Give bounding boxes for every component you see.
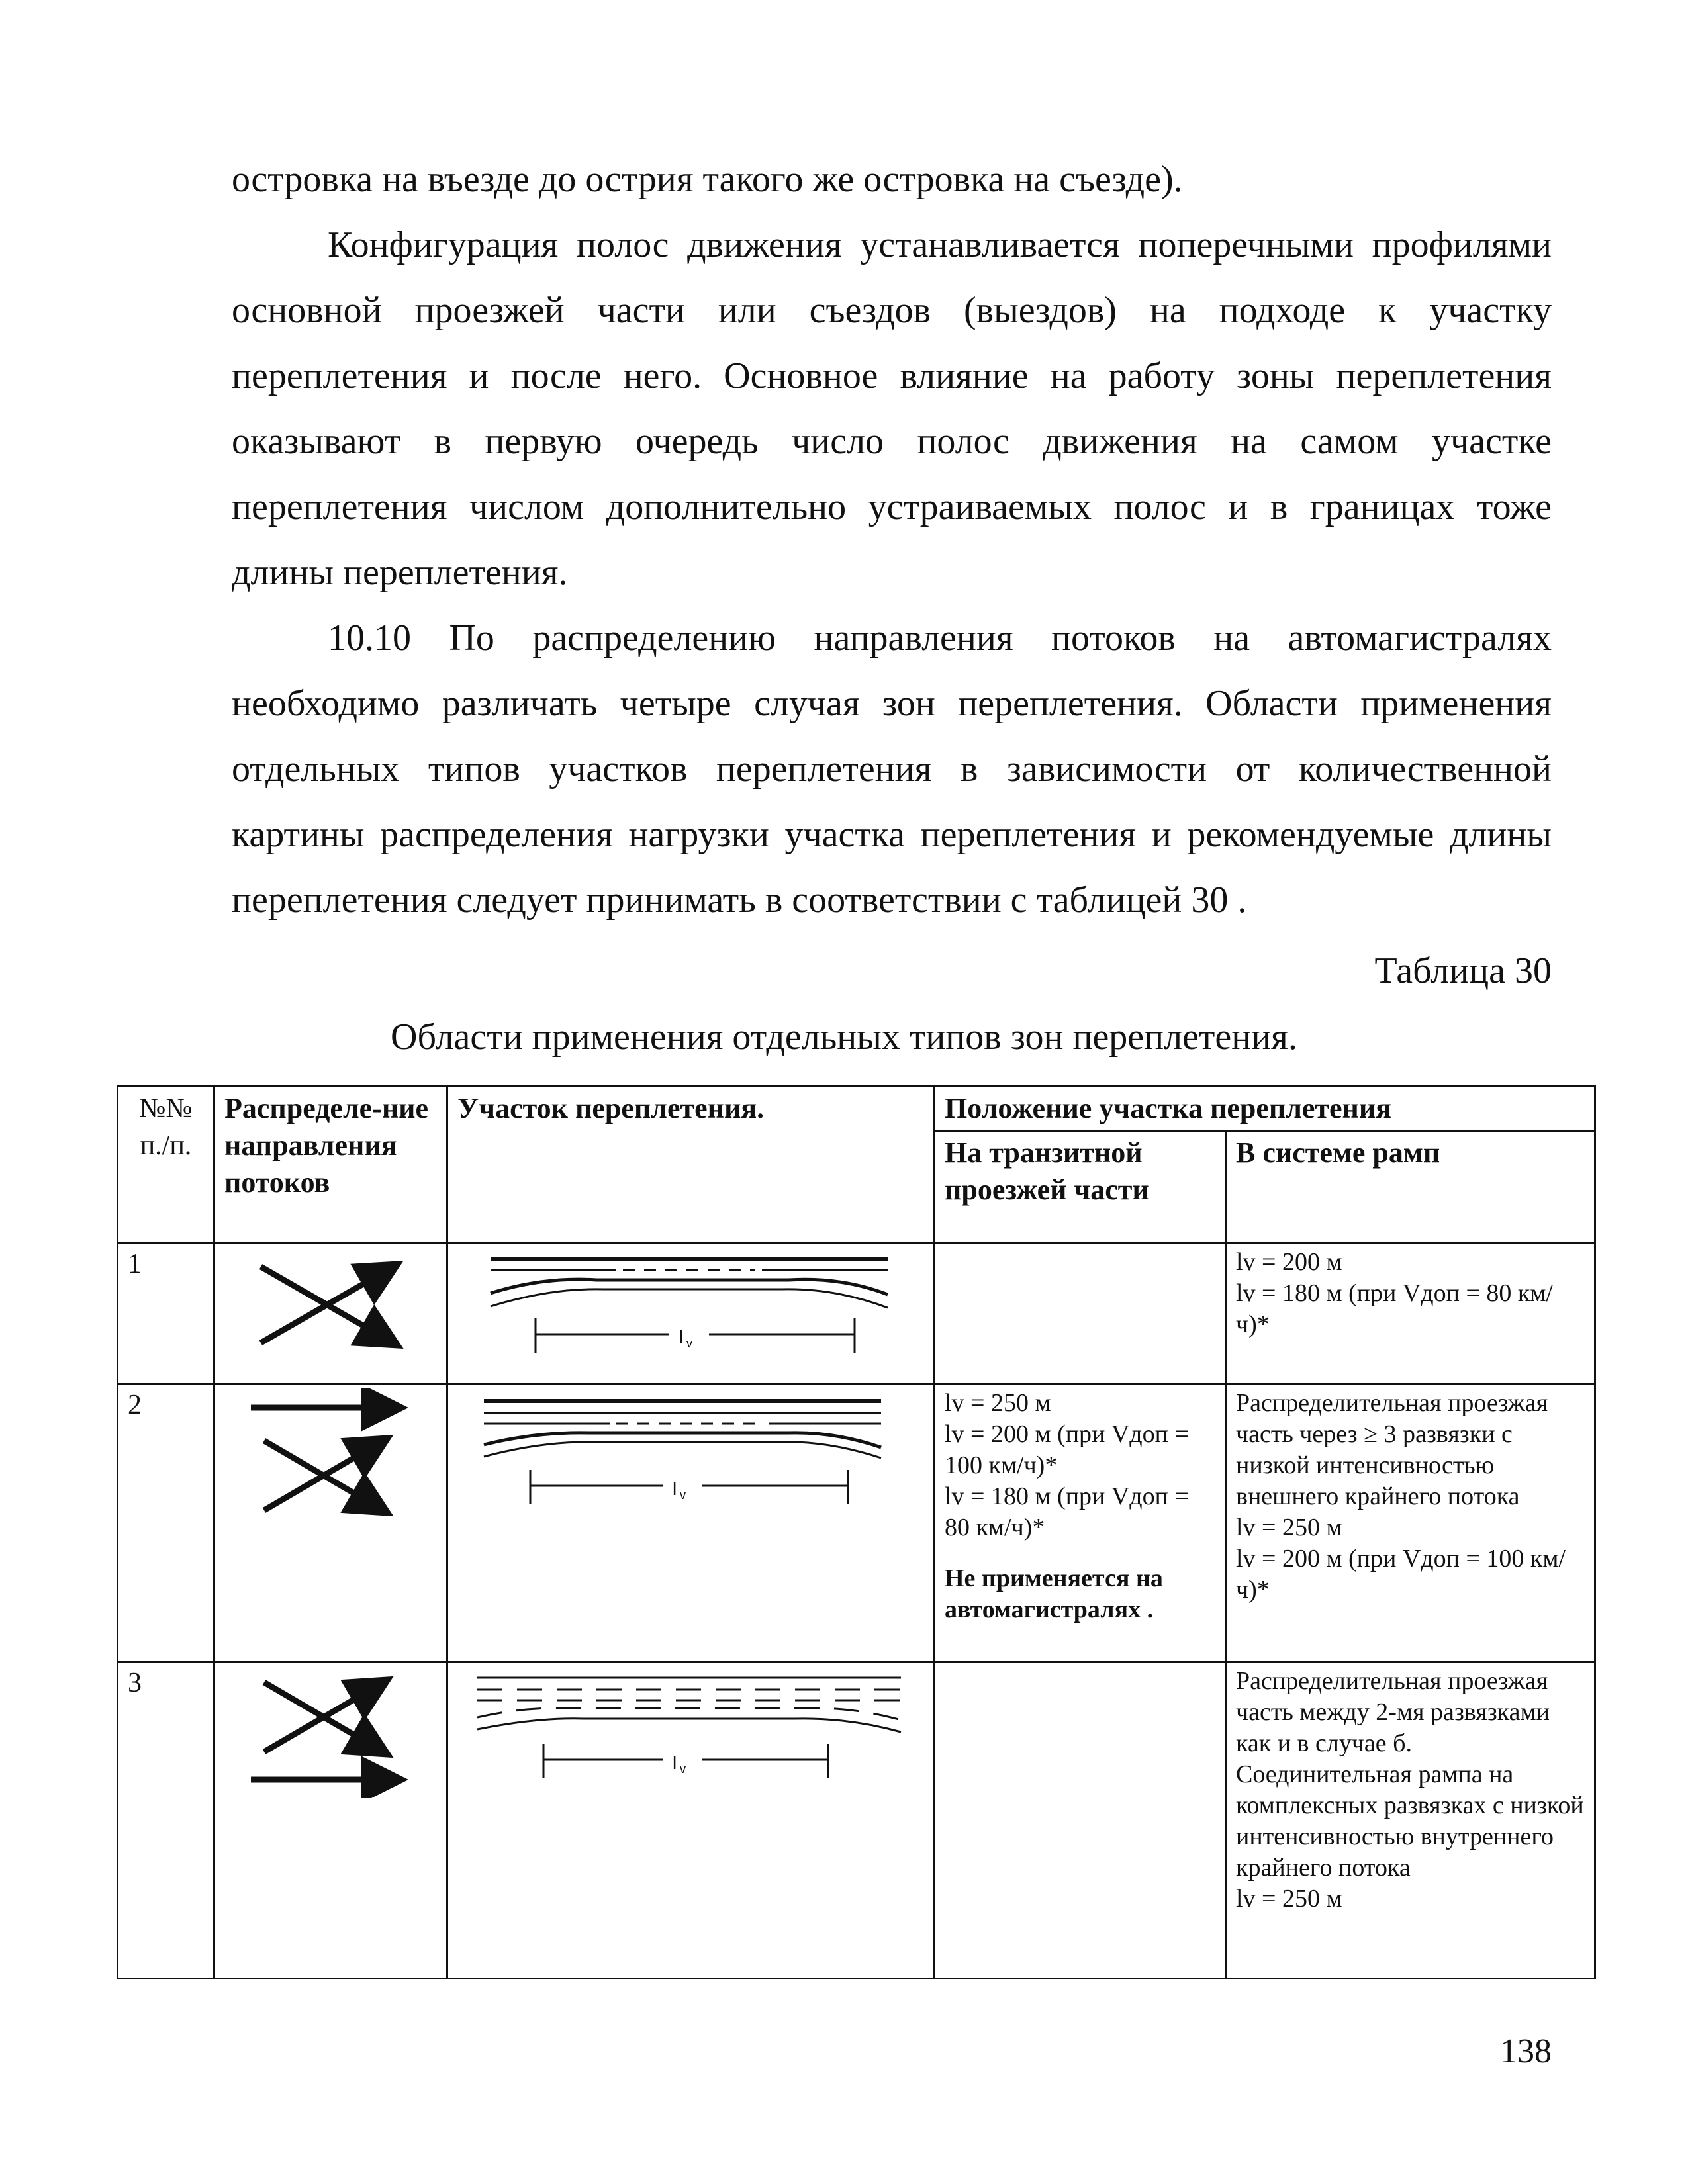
ramps-cell	[1226, 1662, 1595, 1979]
ramps-line: lv = 250 м	[1236, 1885, 1342, 1913]
header-distribution: Распределе-ние направления потоков	[214, 1087, 447, 1244]
ramps-line: lv = 200 м	[1236, 1248, 1342, 1276]
crossing-and-straight-flows-icon	[224, 1666, 436, 1798]
length-label: l	[673, 1479, 677, 1499]
ramps-line: Распределительная проезжая часть через ≥ 3 развязки с низкой интенсивностью внешнего крайнего потока	[1236, 1389, 1548, 1510]
crossing-flows-icon	[224, 1247, 436, 1359]
flow-distribution-cell	[214, 1385, 447, 1662]
ramps-line: Соединительная рампа на комплексных развязках с низкой интенсивностью внутреннего крайнего потока	[1236, 1760, 1584, 1882]
transit-line: lv = 250 м	[945, 1389, 1051, 1417]
transit-cell	[935, 1662, 1226, 1979]
paragraph-10-10: 10.10 По распределению направления потоков на автомагистралях необходимо различать четыре случая зон переплетения. Области применения отдельных типов участков переплетения в зависимости от количественной картины распределения нагрузки участка переплетения и рекомендуемые длины переплетения следует принимать в соответствии с таблицей 30 .	[232, 617, 1552, 921]
transit-line: lv = 200 м (при Vдоп = 100 км/ч)*	[945, 1420, 1189, 1479]
weaving-section-diagram	[457, 1247, 921, 1366]
table-caption: Области применения отдельных типов зон переплетения.	[391, 1017, 1297, 1058]
header-ramps: В системе рамп	[1226, 1131, 1595, 1244]
row-number: 1	[118, 1244, 214, 1385]
page-number: 138	[1500, 2032, 1552, 2070]
ramps-line: lv = 180 м (при Vдоп = 80 км/ч)*	[1236, 1279, 1553, 1338]
paragraph-continuation: островка на въезде до острия такого же островка на съезде).	[232, 159, 1183, 200]
ramps-cell	[1226, 1244, 1595, 1385]
weaving-section-diagram	[457, 1388, 921, 1520]
table-row	[118, 1244, 1595, 1385]
ramps-line: Распределительная проезжая часть между 2-мя развязками как и в случае б.	[1236, 1667, 1550, 1757]
flow-distribution-cell	[214, 1662, 447, 1979]
length-label: l	[673, 1752, 677, 1773]
ramps-line: lv = 200 м (при Vдоп = 100 км/ч)*	[1236, 1545, 1566, 1604]
length-label: l	[679, 1327, 684, 1347]
ramps-line: lv = 250 м	[1236, 1514, 1342, 1541]
weaving-section-diagram	[457, 1666, 921, 1798]
body-text	[232, 212, 1552, 933]
straight-and-crossing-flows-icon	[224, 1388, 436, 1520]
table-row	[118, 1385, 1595, 1662]
header-num: №№ п./п.	[118, 1087, 214, 1244]
transit-cell	[935, 1244, 1226, 1385]
length-subscript: v	[680, 1762, 686, 1776]
table-row	[118, 1662, 1595, 1979]
length-subscript: v	[686, 1337, 692, 1350]
header-position: Положение участка переплетения	[935, 1087, 1595, 1131]
row-number: 2	[118, 1385, 214, 1662]
transit-cell	[935, 1385, 1226, 1662]
transit-note: Не применяется на автомагистралях .	[945, 1565, 1163, 1623]
length-subscript: v	[680, 1488, 686, 1502]
header-transit: На транзитной проезжей части	[935, 1131, 1226, 1244]
weaving-section-cell	[447, 1662, 935, 1979]
weaving-zones-table	[117, 1085, 1596, 1979]
ramps-cell	[1226, 1385, 1595, 1662]
paragraph-lane-configuration: Конфигурация полос движения устанавливается поперечными профилями основной проезжей части или съездов (выездов) на подходе к участку переплетения и после него. Основное влияние на работу зоны переплетения оказывают в первую очередь число полос движения на самом участке переплетения числом дополнительно устраиваемых полос и в границах тоже длины переплетения.	[232, 224, 1552, 593]
table-number: Таблица 30	[1374, 950, 1552, 991]
flow-distribution-cell	[214, 1244, 447, 1385]
header-section: Участок переплетения.	[447, 1087, 935, 1244]
row-number: 3	[118, 1662, 214, 1979]
weaving-section-cell	[447, 1385, 935, 1662]
weaving-section-cell	[447, 1244, 935, 1385]
transit-line: lv = 180 м (при Vдоп = 80 км/ч)*	[945, 1482, 1189, 1541]
